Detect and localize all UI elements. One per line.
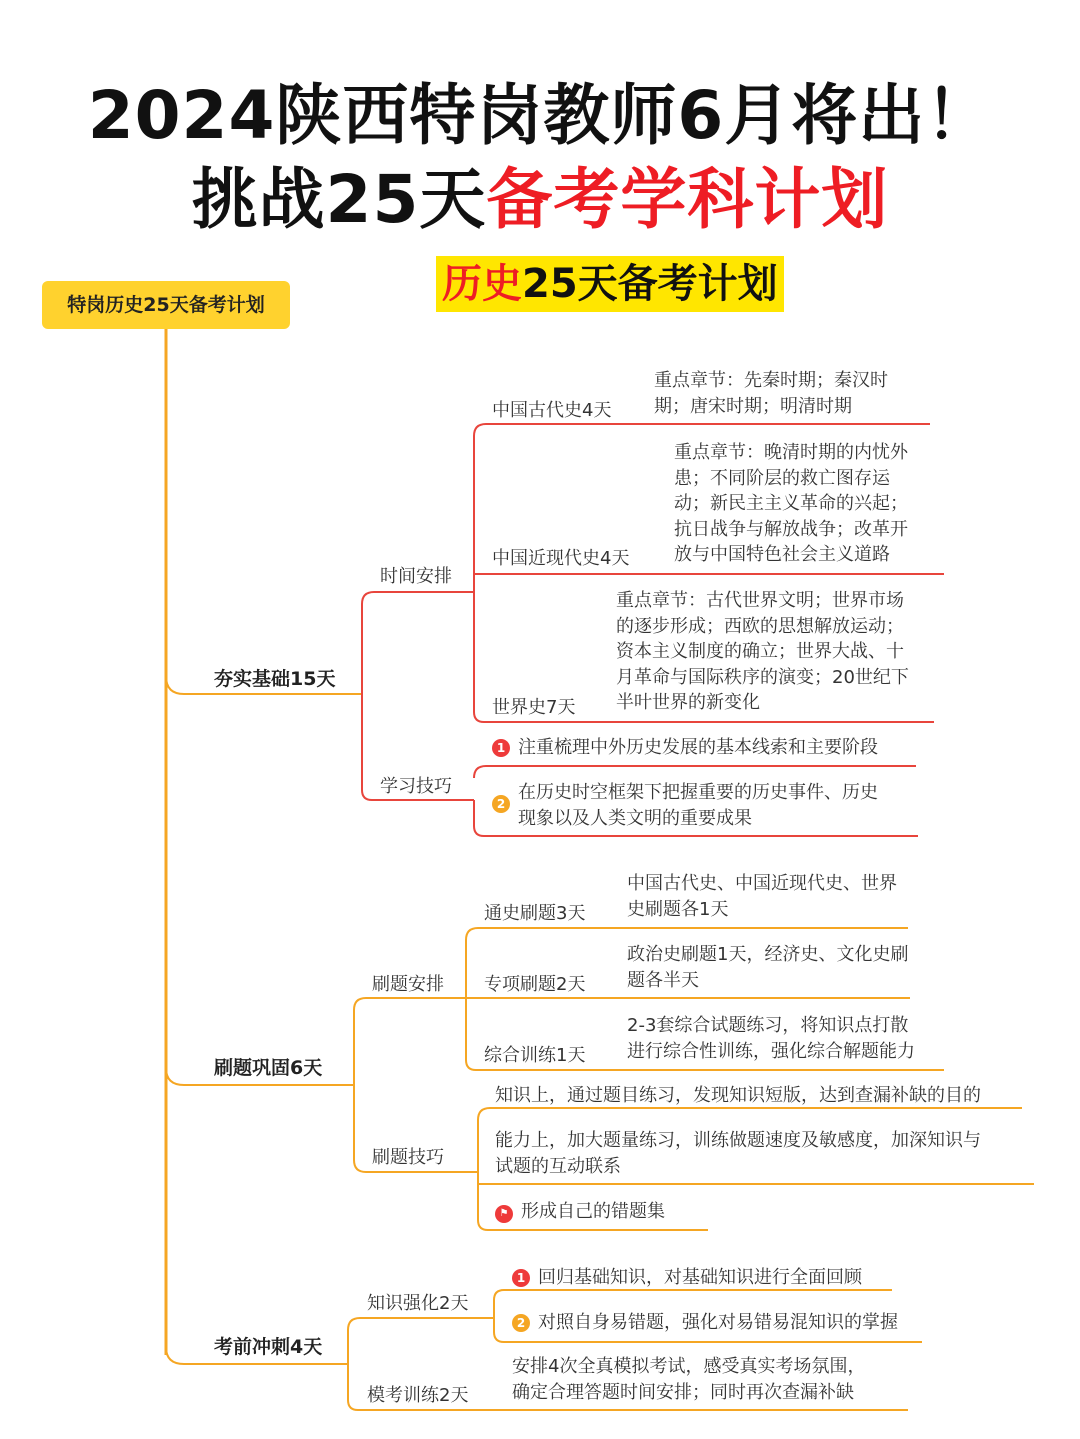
number-2-icon: 2 <box>492 795 510 813</box>
number-2-icon: 2 <box>512 1314 530 1332</box>
note-modern-china: 重点章节：晚清时期的内忧外 患；不同阶层的救亡图存运 动；新民主主义革命的兴起； 抗日战争与解放战争；改革开 放与中国特色社会主义道路 <box>674 442 908 565</box>
tip1-line <box>474 766 916 778</box>
group-knowledge-line <box>348 1318 494 1330</box>
mindmap-root: 特岗历史25天备考计划 <box>42 281 290 329</box>
item-general-history: 通史刷题3天 <box>484 903 586 924</box>
note-general-history: 中国古代史、中国近现代史、世界 史刷题各1天 <box>627 873 897 920</box>
group-knowledge-boost: 知识强化2天 <box>367 1293 469 1314</box>
flag-icon: ⚑ <box>495 1205 513 1223</box>
stage1-spine <box>362 604 474 800</box>
item-combined-training: 综合训练1天 <box>484 1045 586 1066</box>
group-drill-line <box>354 998 466 1010</box>
stage-foundation: 夯实基础15天 <box>214 668 336 690</box>
group-drill-schedule: 刷题安排 <box>372 974 444 995</box>
group-time-line <box>362 592 474 604</box>
mock-exam-note: 安排4次全真模拟考试，感受真实考场氛围， 确定合理答题时间安排；同时再次查漏补缺 <box>512 1356 866 1403</box>
know1-line <box>494 1290 892 1300</box>
group-drill-skills: 刷题技巧 <box>372 1147 444 1168</box>
item-ancient-line <box>474 424 930 436</box>
headline-black-part: 挑战25天 <box>191 161 487 238</box>
note-ancient-china: 重点章节：先秦时期；秦汉时 期；唐宋时期；明清时期 <box>654 370 888 417</box>
skill1-line <box>478 1108 1022 1120</box>
drill-skill-1: 知识上，通过题目练习，发现知识短版，达到查漏补缺的目的 <box>495 1085 981 1106</box>
group-study-tips: 学习技巧 <box>380 776 452 797</box>
drill-skill-3: ⚑ 形成自己的错题集 <box>495 1199 715 1225</box>
group-time-schedule: 时间安排 <box>380 566 452 587</box>
item-ancient-china: 中国古代史4天 <box>492 400 612 421</box>
study-tip-1: 1 注重梳理中外历史发展的基本线索和主要阶段 <box>492 735 922 761</box>
number-1-icon: 1 <box>512 1269 530 1287</box>
headline-red-part: 备考学科计划 <box>486 161 889 238</box>
stage-drill: 刷题巩固6天 <box>214 1057 323 1079</box>
knowledge-tip-2: 2 对照自身易错题，强化对易错易混知识的掌握 <box>512 1310 932 1336</box>
study-tip-2: 2 在历史时空框架下把握重要的历史事件、历史 现象以及人类文明的重要成果 <box>492 780 922 831</box>
note-special-topics: 政治史刷题1天，经济史、文化史刷 题各半天 <box>627 944 909 991</box>
subtitle-black-part: 25天备考计划 <box>522 261 778 307</box>
drill-skill-2: 能力上，加大题量练习，训练做题速度及敏感度，加深知识与 试题的互动联系 <box>495 1130 981 1177</box>
number-1-icon: 1 <box>492 739 510 757</box>
item-modern-china: 中国近现代史4天 <box>492 548 630 569</box>
note-combined-training: 2-3套综合试题练习，将知识点打散 进行综合性训练，强化综合解题能力 <box>627 1015 915 1062</box>
note-world-history: 重点章节：古代世界文明；世界市场 的逐步形成；西欧的思想解放运动； 资本主义制度的确立；世界大战、十 月革命与国际秩序的演变；20世纪下 半叶世界的新变化 <box>616 590 909 713</box>
item-special-topics: 专项刷题2天 <box>484 974 586 995</box>
item-world-history: 世界史7天 <box>492 697 576 718</box>
stage-sprint: 考前冲刺4天 <box>214 1336 323 1358</box>
group-mock-exam: 模考训练2天 <box>367 1385 469 1406</box>
headline-line1: 2024陕西特岗教师6月将出！ <box>87 77 993 154</box>
item-general-line <box>466 928 908 940</box>
knowledge-tip-1: 1 回归基础知识，对基础知识进行全面回顾 <box>512 1265 912 1291</box>
subtitle-red-part: 历史 <box>442 261 522 307</box>
